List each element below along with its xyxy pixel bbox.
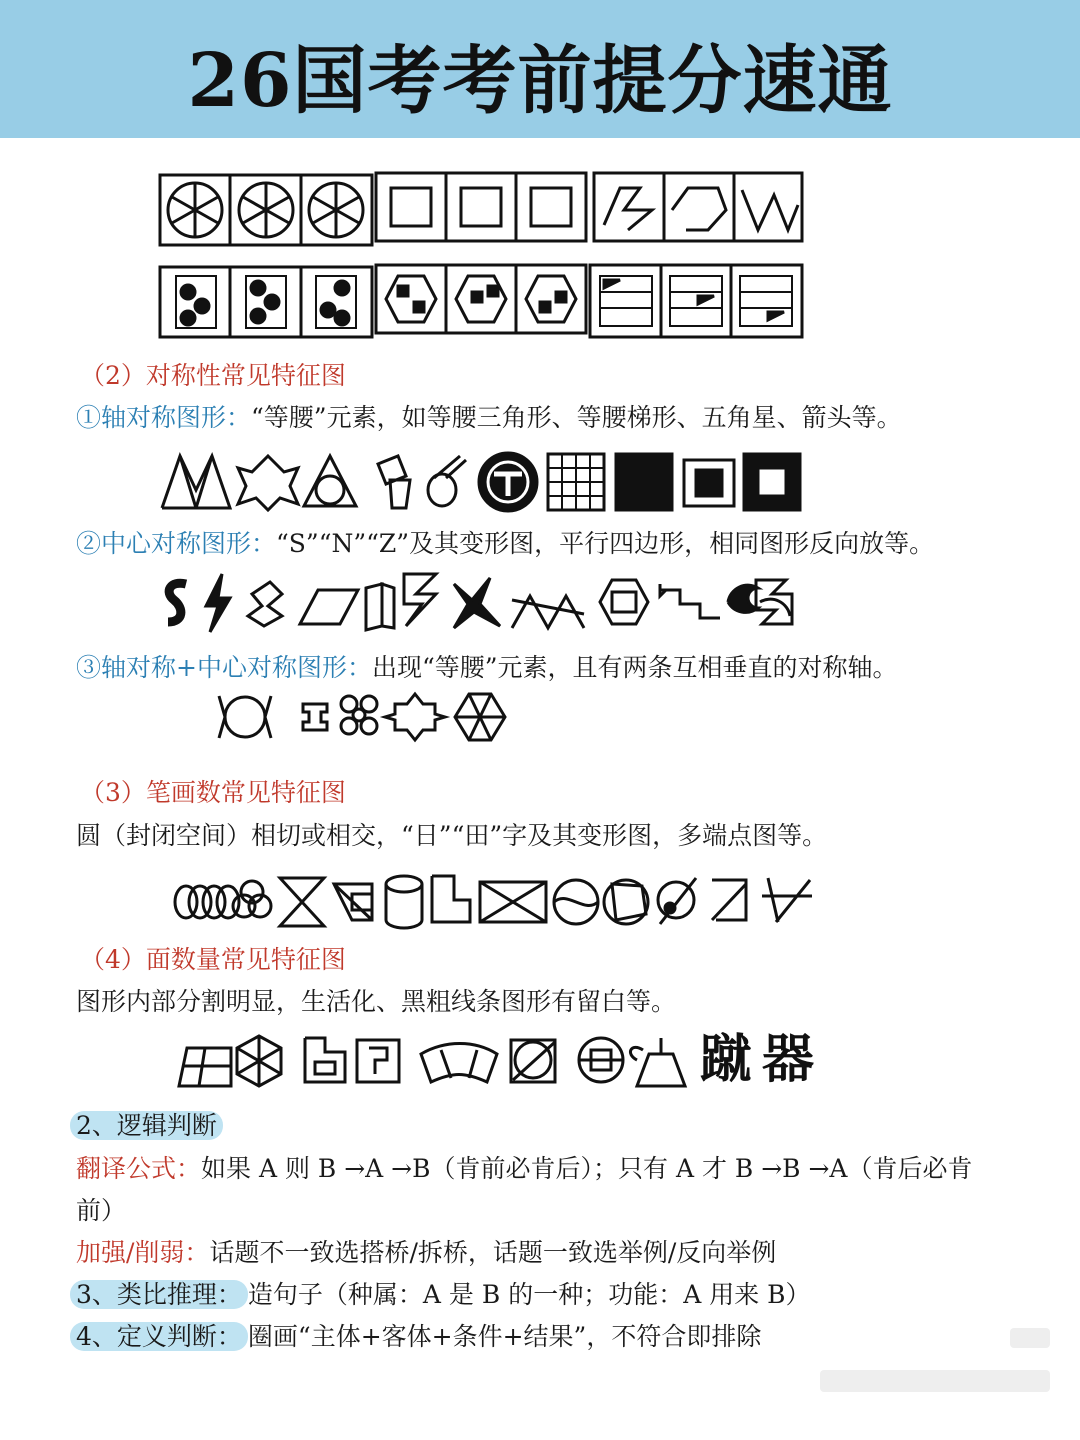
- strokes-heading: （3）笔画数常见特征图: [80, 778, 346, 807]
- analogy-text: 造句子（种属：A 是 B 的一种；功能：A 用来 B）: [247, 1280, 811, 1309]
- translate-formula-line: [76, 1153, 972, 1185]
- definition-text: 圈画“主体+客体+条件+结果”，不符合即排除: [247, 1322, 762, 1351]
- both-symmetry-line: [76, 652, 898, 684]
- translate-formula-continued: 前）: [76, 1196, 127, 1225]
- strengthen-weaken-text: 话题不一致选搭桥/拆桥，话题一致选举例/反向举例: [209, 1238, 777, 1267]
- analogy-line: [76, 1279, 811, 1311]
- axial-symmetry-line: [76, 402, 902, 434]
- central-symmetry-line: [76, 528, 934, 560]
- central-symmetry-text: “S”“N”“Z”及其变形图，平行四边形，相同图形反向放等。: [276, 529, 935, 558]
- faces-heading: （4）面数量常见特征图: [80, 945, 346, 974]
- pattern-figures-row-2: [158, 262, 808, 342]
- definition-heading: 4、定义判断：: [70, 1322, 248, 1351]
- translate-formula-label: 翻译公式：: [76, 1154, 202, 1183]
- analogy-heading: 3、类比推理：: [70, 1280, 248, 1309]
- strengthen-weaken-line: [76, 1237, 776, 1269]
- stroke-count-examples: [172, 870, 822, 930]
- strokes-text: 圆（封闭空间）相切或相交，“日”“田”字及其变形图，多端点图等。: [76, 821, 828, 850]
- symmetry-heading: （2）对称性常见特征图: [80, 361, 346, 390]
- face-count-examples: [175, 1030, 695, 1092]
- axial-symmetry-text: “等腰”元素，如等腰三角形、等腰梯形、五角星、箭头等。: [251, 403, 902, 432]
- pattern-figures-row-1: [158, 170, 808, 250]
- logic-heading-row: [76, 1110, 223, 1142]
- both-symmetry-label: ③轴对称+中心对称图形：: [76, 653, 372, 682]
- watermark-block: [820, 1370, 1050, 1392]
- face-count-char-1: 蹴: [700, 1030, 753, 1090]
- page-title: 26国考考前提分速通: [187, 38, 893, 124]
- both-symmetry-text: 出现“等腰”元素，且有两条互相垂直的对称轴。: [371, 653, 898, 682]
- watermark-block: [1010, 1328, 1050, 1348]
- title-banner: [0, 0, 1080, 138]
- central-symmetry-label: ②中心对称图形：: [76, 529, 277, 558]
- face-count-char-2: 器: [762, 1030, 815, 1090]
- axial-symmetry-examples: [160, 450, 805, 512]
- faces-text: 图形内部分割明显，生活化、黑粗线条图形有留白等。: [76, 987, 677, 1016]
- logic-heading: 2、逻辑判断: [70, 1111, 223, 1140]
- definition-line: [76, 1321, 761, 1353]
- translate-formula-text: 如果 A 则 B →A →B（肯前必肯后）；只有 A 才 B →B →A（肯后必肯: [201, 1154, 973, 1183]
- axial-symmetry-label: ①轴对称图形：: [76, 403, 252, 432]
- strengthen-weaken-label: 加强/削弱：: [76, 1238, 210, 1267]
- central-symmetry-examples: [160, 570, 805, 636]
- both-symmetry-examples: [215, 690, 500, 744]
